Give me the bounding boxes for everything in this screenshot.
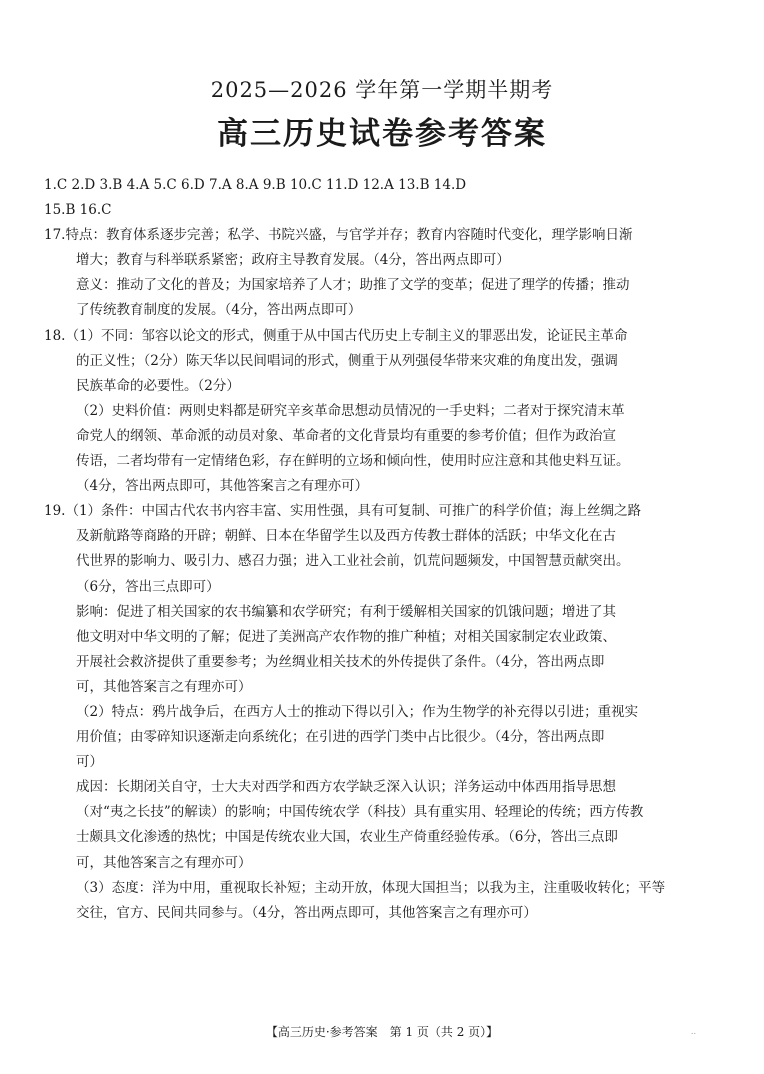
answer-line: （2）特点：鸦片战争后，在西方人士的推动下得以引入；作为生物学的补充得以引进；重视实	[76, 703, 639, 720]
answer-line: 19.（1）条件：中国古代农书内容丰富、实用性强，具有可复制、可推广的科学价值；海上丝绸之路	[44, 503, 642, 520]
answer-line: 他文明对中华文明的了解；促进了美洲高产农作物的推广种植；对相关国家制定农业政策、	[76, 628, 616, 645]
answer-line: 15.B 16.C	[44, 202, 112, 219]
answer-line: 17.特点：教育体系逐步完善；私学、书院兴盛，与官学并存；教育内容随时代变化，理学影响日渐	[44, 227, 633, 244]
answer-line: 增大；教育与科举联系紧密；政府主导教育发展。（4分，答出两点即可）	[76, 252, 510, 269]
answer-line: 影响：促进了相关国家的农书编纂和农学研究；有利于缓解相关国家的饥饿问题；增进了其	[76, 603, 616, 620]
answer-line: （对“夷之长技”的解读）的影响；中国传统农学（科技）具有重实用、轻理论的传统；西方传教	[76, 804, 644, 821]
answer-line: （3）态度：洋为中用，重视取长补短；主动开放，体现大国担当；以我为主，注重吸收转化；平等	[76, 879, 666, 896]
answer-line: 及新航路等商路的开辟；朝鲜、日本在华留学生以及西方传教士群体的活跃；中华文化在古	[76, 528, 616, 545]
answer-line: 可，其他答案言之有理亦可）	[76, 854, 252, 871]
exam-term-title: 2025—2026 学年第一学期半期考	[210, 78, 554, 102]
answer-line: 18.（1）不同：邹容以论文的形式，侧重于从中国古代历史上专制主义的罪恶出发，论证民主革命	[44, 327, 628, 344]
answer-line: 代世界的影响力、吸引力、感召力强；进入工业社会前，饥荒问题频发，中国智慧贡献突出。	[76, 553, 630, 570]
answer-line: 的正义性；（2分）陈天华以民间唱词的形式，侧重于从列强侵华带来灾难的角度出发，强调	[76, 352, 618, 369]
answer-line: 命党人的纲领、革命派的动员对象、革命者的文化背景均有重要的参考价值；但作为政治宣	[76, 427, 616, 444]
page-footer: 【高三历史·参考答案 第 1 页（共 2 页）】	[265, 1025, 499, 1039]
answer-line: 可，其他答案言之有理亦可）	[76, 678, 252, 695]
answer-line: 了传统教育制度的发展。（4分，答出两点即可）	[76, 302, 362, 319]
answer-line: 士颇具文化渗透的热忱；中国是传统农业大国，农业生产倚重经验传承。（6分，答出三点即	[76, 829, 618, 846]
answer-line: 意义：推动了文化的普及；为国家培养了人才；助推了文学的变革；促进了理学的传播；推动	[76, 277, 630, 294]
answer-key-title: 高三历史试卷参考答案	[217, 116, 547, 152]
answer-line: 用价值；由零碎知识逐渐走向系统化；在引进的西学门类中占比很少。（4分，答出两点即	[76, 729, 605, 746]
answer-line: （6分，答出三点即可）	[76, 578, 220, 595]
answer-body	[44, 173, 716, 926]
answer-line: （2）史料价值：两则史料都是研究辛亥革命思想动员情况的一手史料；二者对于探究清末革	[76, 402, 625, 419]
answer-line: 民族革命的必要性。（2分）	[76, 377, 240, 394]
corner-mark: ..	[690, 1027, 696, 1036]
answer-line: 交往，官方、民间共同参与。（4分，答出两点即可，其他答案言之有理亦可）	[76, 904, 537, 921]
answer-line: 传语，二者均带有一定情绪色彩，存在鲜明的立场和倾向性，使用时应注意和其他史料互证。	[76, 453, 630, 470]
answer-line: 1.C 2.D 3.B 4.A 5.C 6.D 7.A 8.A 9.B 10.C 11.D 12.A 13.B 14.D	[44, 177, 467, 193]
answer-line: 成因：长期闭关自守，士大夫对西学和西方农学缺乏深入认识；洋务运动中体西用指导思想	[76, 779, 616, 796]
answer-line: （4分，答出两点即可，其他答案言之有理亦可）	[76, 478, 369, 495]
answer-line: 开展社会救济提供了重要参考；为丝绸业相关技术的外传提供了条件。（4分，答出两点即	[76, 653, 605, 670]
answer-line: 可）	[76, 754, 103, 771]
